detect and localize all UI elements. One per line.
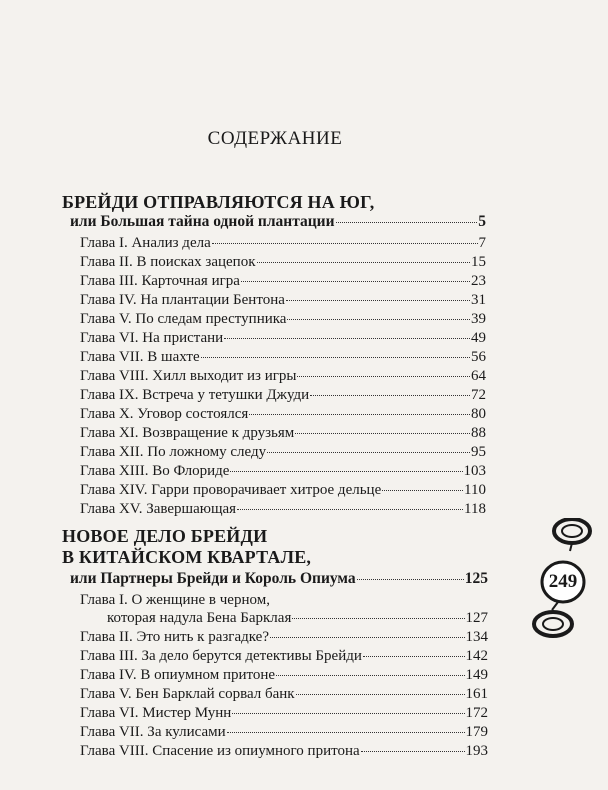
leader-dots (249, 414, 470, 415)
leader-dots (257, 262, 471, 263)
chapter-label: Глава IV. На плантации Бентона (80, 292, 285, 308)
part-2-title-line-2: В КИТАЙСКОМ КВАРТАЛЕ, (62, 547, 312, 567)
toc-entry-part1-ch9[interactable] (80, 387, 486, 405)
chapter-label: Глава VIII. Хилл выходит из игры (80, 368, 297, 384)
leader-dots (357, 579, 464, 580)
chapter-page: 49 (471, 330, 486, 346)
chapter-label: Глава IV. В опиумном притоне (80, 667, 276, 683)
leader-dots (295, 433, 470, 434)
chapter-label: Глава VII. За кулисами (80, 724, 226, 740)
leader-dots (310, 395, 470, 396)
chapter-label: Глава VI. На пристани (80, 330, 224, 346)
chapter-label: Глава XIV. Гарри проворачивает хитрое дельце (80, 482, 382, 498)
chapter-label: Глава V. По следам преступника (80, 311, 287, 327)
chapter-page: 134 (465, 629, 488, 645)
toc-entry-part1-ch4[interactable] (80, 292, 486, 310)
leader-dots (241, 281, 470, 282)
chapter-page: 56 (471, 349, 486, 365)
toc-entry-part1-ch1[interactable] (80, 235, 486, 253)
chapter-page: 80 (471, 406, 486, 422)
toc-entry-part2-ch4[interactable] (80, 667, 488, 685)
toc-entry-part1-ch12[interactable] (80, 444, 486, 462)
leader-dots (230, 471, 462, 472)
page-number: 249 (548, 571, 578, 592)
chapter-label: Глава XV. Завершающая (80, 501, 237, 517)
chapter-label: Глава III. За дело берутся детективы Брейди (80, 648, 362, 664)
chapter-page: 39 (471, 311, 486, 327)
part-1-subtitle-page: 5 (478, 213, 486, 230)
chapter-page: 103 (463, 463, 486, 479)
leader-dots (212, 243, 478, 244)
chapter-page: 15 (471, 254, 486, 270)
toc-entry-part1-ch10[interactable] (80, 406, 486, 424)
chapter-page: 149 (465, 667, 488, 683)
chapter-label: Глава XII. По ложному следу (80, 444, 267, 460)
leader-dots (292, 618, 464, 619)
chapter-page: 193 (465, 743, 488, 759)
chapter-page: 95 (471, 444, 486, 460)
leader-dots (237, 509, 463, 510)
toc-entry-part2-ch6[interactable] (80, 705, 488, 723)
leader-dots (336, 222, 478, 223)
chapter-page: 110 (464, 482, 486, 498)
chapter-label: Глава VIII. Спасение из опиумного притона (80, 743, 360, 759)
chapter-label: Глава II. В поисках зацепок (80, 254, 256, 270)
chapter-label: Глава III. Карточная игра (80, 273, 240, 289)
leader-dots (270, 637, 465, 638)
chapter-label: Глава XI. Возвращение к друзьям (80, 425, 295, 441)
chapter-label: Глава X. Уговор состоялся (80, 406, 249, 422)
chapter-page: 23 (471, 273, 486, 289)
part-2-subtitle-row[interactable] (70, 570, 488, 588)
part-2-subtitle: или Партнеры Брейди и Король Опиума (70, 570, 356, 587)
chapter-label: которая надула Бена Барклая (107, 610, 292, 626)
chapter-page: 172 (465, 705, 488, 721)
leader-dots (382, 490, 463, 491)
chapter-page: 179 (465, 724, 488, 740)
chapter-page: 72 (471, 387, 486, 403)
toc-entry-part2-ch1-line1[interactable] (80, 592, 488, 610)
toc-entry-part2-ch1-line2[interactable] (107, 610, 488, 628)
chapter-label: Глава VII. В шахте (80, 349, 200, 365)
chapter-label: Глава I. Анализ дела (80, 235, 211, 251)
leader-dots (267, 452, 470, 453)
toc-entry-part1-ch7[interactable] (80, 349, 486, 367)
toc-entry-part2-ch7[interactable] (80, 724, 488, 742)
toc-entry-part2-ch5[interactable] (80, 686, 488, 704)
chapter-page: 118 (464, 501, 486, 517)
chapter-page: 64 (471, 368, 486, 384)
toc-entry-part1-ch15[interactable] (80, 501, 486, 519)
leader-dots (286, 300, 470, 301)
toc-entry-part1-ch6[interactable] (80, 330, 486, 348)
chapter-page: 142 (465, 648, 488, 664)
leader-dots (363, 656, 465, 657)
part-1-title: БРЕЙДИ ОТПРАВЛЯЮТСЯ НА ЮГ, (62, 192, 375, 212)
toc-entry-part1-ch14[interactable] (80, 482, 486, 500)
chapter-label: Глава VI. Мистер Мунн (80, 705, 232, 721)
chapter-label: Глава IX. Встреча у тетушки Джуди (80, 387, 310, 403)
leader-dots (276, 675, 464, 676)
chapter-page: 31 (471, 292, 486, 308)
leader-dots (361, 751, 465, 752)
chapter-label: Глава V. Бен Барклай сорвал банк (80, 686, 295, 702)
page-title: СОДЕРЖАНИЕ (207, 128, 343, 149)
part-1-subtitle: или Большая тайна одной плантации (70, 213, 335, 230)
leader-dots (227, 732, 465, 733)
toc-entry-part1-ch11[interactable] (80, 425, 486, 443)
leader-dots (297, 376, 470, 377)
leader-dots (296, 694, 465, 695)
toc-entry-part1-ch3[interactable] (80, 273, 486, 291)
chapter-label: Глава XIII. Во Флориде (80, 463, 230, 479)
toc-entry-part2-ch8[interactable] (80, 743, 488, 761)
part-2-title-line-1: НОВОЕ ДЕЛО БРЕЙДИ (62, 526, 268, 546)
part-2-subtitle-page: 125 (464, 570, 488, 587)
leader-dots (201, 357, 470, 358)
toc-entry-part1-ch8[interactable] (80, 368, 486, 386)
chapter-page: 7 (478, 235, 486, 251)
toc-entry-part1-ch13[interactable] (80, 463, 486, 481)
chapter-label: Глава II. Это нить к разгадке? (80, 629, 269, 645)
leader-dots (287, 319, 470, 320)
leader-dots (232, 713, 464, 714)
toc-entry-part1-ch5[interactable] (80, 311, 486, 329)
leader-dots (224, 338, 470, 339)
toc-entry-part2-ch2[interactable] (80, 629, 488, 647)
part-1-subtitle-row[interactable] (70, 213, 486, 231)
toc-entry-part1-ch2[interactable] (80, 254, 486, 272)
chapter-label: Глава I. О женщине в черном, (80, 592, 270, 608)
toc-entry-part2-ch3[interactable] (80, 648, 488, 666)
chapter-page: 161 (465, 686, 488, 702)
chapter-page: 127 (465, 610, 488, 626)
chapter-page: 88 (471, 425, 486, 441)
